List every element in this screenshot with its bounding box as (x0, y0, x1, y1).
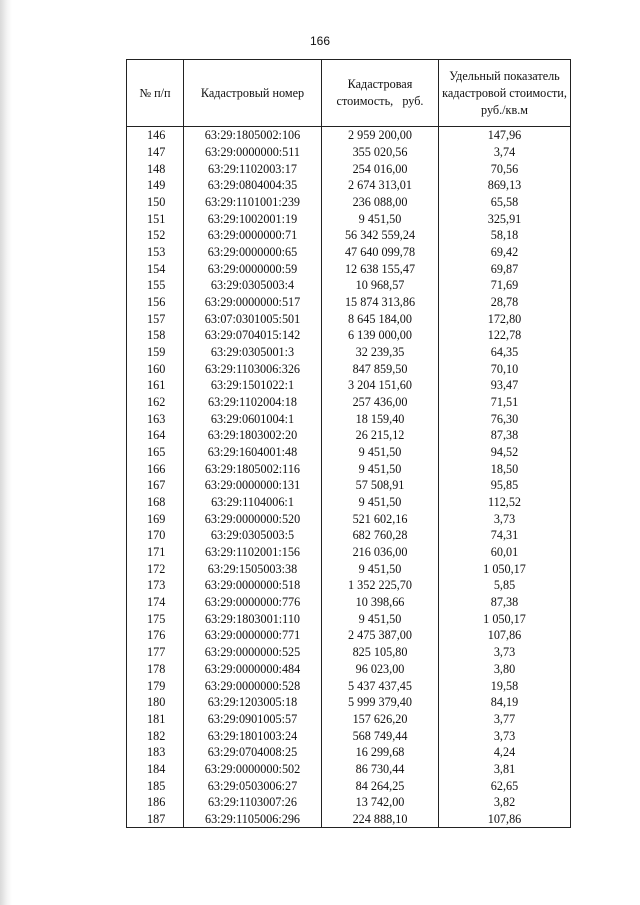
cadastral-value-cell: 2 959 200,00 (322, 127, 439, 144)
row-number-cell: 150 (127, 194, 184, 211)
table-row (127, 711, 571, 728)
table-header-row (127, 60, 571, 127)
cadastral-value-cell: 5 999 379,40 (322, 694, 439, 711)
table-row (127, 127, 571, 144)
specific-value-cell: 1 050,17 (439, 610, 571, 627)
specific-value-cell: 69,42 (439, 244, 571, 261)
specific-value-cell: 84,19 (439, 694, 571, 711)
row-number-cell: 184 (127, 761, 184, 778)
specific-value-cell: 65,58 (439, 194, 571, 211)
page-number: 166 (309, 34, 331, 48)
cadastral-value-cell: 96 023,00 (322, 661, 439, 678)
cadastral-value-cell: 216 036,00 (322, 544, 439, 561)
specific-value-cell: 62,65 (439, 777, 571, 794)
cadastral-number-cell: 63:29:0704008:25 (184, 744, 322, 761)
cadastral-number-cell: 63:29:0000000:776 (184, 594, 322, 611)
row-number-cell: 181 (127, 711, 184, 728)
row-number-cell: 169 (127, 510, 184, 527)
row-number-cell: 160 (127, 360, 184, 377)
cadastral-number-cell: 63:29:0000000:518 (184, 577, 322, 594)
row-number-cell: 180 (127, 694, 184, 711)
specific-value-cell: 28,78 (439, 294, 571, 311)
specific-value-cell: 19,58 (439, 677, 571, 694)
table-row (127, 610, 571, 627)
specific-value-cell: 71,51 (439, 394, 571, 411)
table-row (127, 777, 571, 794)
cadastral-value-cell: 568 749,44 (322, 727, 439, 744)
specific-value-cell: 93,47 (439, 377, 571, 394)
specific-value-cell: 3,74 (439, 144, 571, 161)
table-row (127, 560, 571, 577)
specific-value-cell: 3,73 (439, 510, 571, 527)
cadastral-number-cell: 63:29:1105006:296 (184, 811, 322, 828)
row-number-cell: 156 (127, 294, 184, 311)
cadastral-number-cell: 63:29:0000000:528 (184, 677, 322, 694)
cadastral-value-cell: 13 742,00 (322, 794, 439, 811)
cadastral-number-cell: 63:29:0000000:771 (184, 627, 322, 644)
cadastral-value-cell: 5 437 437,45 (322, 677, 439, 694)
specific-value-cell: 3,77 (439, 711, 571, 728)
table-row (127, 344, 571, 361)
cadastral-number-cell: 63:29:1203005:18 (184, 694, 322, 711)
row-number-cell: 162 (127, 394, 184, 411)
cadastral-number-cell: 63:29:0000000:131 (184, 477, 322, 494)
header-row-number: № п/п (127, 60, 184, 127)
row-number-cell: 155 (127, 277, 184, 294)
cadastral-value-cell: 10 968,57 (322, 277, 439, 294)
table-row (127, 410, 571, 427)
table-row (127, 177, 571, 194)
cadastral-number-cell: 63:29:0305001:3 (184, 344, 322, 361)
row-number-cell: 176 (127, 627, 184, 644)
row-number-cell: 174 (127, 594, 184, 611)
cadastral-value-cell: 26 215,12 (322, 427, 439, 444)
cadastral-value-cell: 47 640 099,78 (322, 244, 439, 261)
specific-value-cell: 147,96 (439, 127, 571, 144)
table-row (127, 244, 571, 261)
specific-value-cell: 94,52 (439, 444, 571, 461)
header-cadastral-value-line1: Кадастровая (347, 77, 413, 91)
specific-value-cell: 4,24 (439, 744, 571, 761)
cadastral-number-cell: 63:29:0000000:520 (184, 510, 322, 527)
cadastral-number-cell: 63:29:1505003:38 (184, 560, 322, 577)
cadastral-number-cell: 63:29:1805002:116 (184, 460, 322, 477)
row-number-cell: 157 (127, 310, 184, 327)
cadastral-value-cell: 10 398,66 (322, 594, 439, 611)
header-specific-value: Удельный показатель кадастровой стоимости, руб./кв.м (439, 60, 571, 127)
header-cadastral-value (322, 60, 439, 127)
row-number-cell: 172 (127, 560, 184, 577)
cadastral-number-cell: 63:29:0804004:35 (184, 177, 322, 194)
cadastral-value-cell: 682 760,28 (322, 527, 439, 544)
specific-value-cell: 87,38 (439, 594, 571, 611)
cadastral-number-cell: 63:29:0000000:525 (184, 644, 322, 661)
cadastral-number-cell: 63:07:0301005:501 (184, 310, 322, 327)
specific-value-cell: 70,10 (439, 360, 571, 377)
specific-value-cell: 95,85 (439, 477, 571, 494)
table-row (127, 310, 571, 327)
cadastral-number-cell: 63:29:0000000:517 (184, 294, 322, 311)
cadastral-value-cell: 236 088,00 (322, 194, 439, 211)
cadastral-value-cell: 12 638 155,47 (322, 260, 439, 277)
specific-value-cell: 107,86 (439, 627, 571, 644)
row-number-cell: 154 (127, 260, 184, 277)
cadastral-value-cell: 8 645 184,00 (322, 310, 439, 327)
specific-value-cell: 58,18 (439, 227, 571, 244)
table-row (127, 677, 571, 694)
cadastral-value-cell: 6 139 000,00 (322, 327, 439, 344)
table-row (127, 144, 571, 161)
cadastral-number-cell: 63:29:1002001:19 (184, 210, 322, 227)
cadastral-number-cell: 63:29:0000000:511 (184, 144, 322, 161)
specific-value-cell: 69,87 (439, 260, 571, 277)
row-number-cell: 152 (127, 227, 184, 244)
row-number-cell: 179 (127, 677, 184, 694)
row-number-cell: 187 (127, 811, 184, 828)
header-cadastral-value-line2: стоимость, руб. (336, 94, 424, 108)
table-row (127, 644, 571, 661)
cadastral-number-cell: 63:29:1102004:18 (184, 394, 322, 411)
row-number-cell: 175 (127, 610, 184, 627)
cadastral-number-cell: 63:29:1103007:26 (184, 794, 322, 811)
row-number-cell: 153 (127, 244, 184, 261)
cadastral-value-cell: 9 451,50 (322, 210, 439, 227)
cadastral-value-cell: 84 264,25 (322, 777, 439, 794)
table-row (127, 227, 571, 244)
table-row (127, 444, 571, 461)
cadastral-number-cell: 63:29:1101001:239 (184, 194, 322, 211)
row-number-cell: 151 (127, 210, 184, 227)
table-row (127, 494, 571, 511)
cadastral-number-cell: 63:29:1805002:106 (184, 127, 322, 144)
cadastral-value-cell: 2 475 387,00 (322, 627, 439, 644)
cadastral-number-cell: 63:29:0305003:5 (184, 527, 322, 544)
cadastral-value-cell: 355 020,56 (322, 144, 439, 161)
table-row (127, 761, 571, 778)
table-row (127, 477, 571, 494)
cadastral-number-cell: 63:29:0000000:59 (184, 260, 322, 277)
cadastral-number-cell: 63:29:1501022:1 (184, 377, 322, 394)
row-number-cell: 159 (127, 344, 184, 361)
cadastral-value-cell: 9 451,50 (322, 460, 439, 477)
specific-value-cell: 3,73 (439, 644, 571, 661)
specific-value-cell: 3,82 (439, 794, 571, 811)
row-number-cell: 149 (127, 177, 184, 194)
table-row (127, 594, 571, 611)
row-number-cell: 170 (127, 527, 184, 544)
specific-value-cell: 64,35 (439, 344, 571, 361)
table-row (127, 661, 571, 678)
specific-value-cell: 869,13 (439, 177, 571, 194)
row-number-cell: 165 (127, 444, 184, 461)
cadastral-value-cell: 2 674 313,01 (322, 177, 439, 194)
table-row (127, 811, 571, 828)
table-row (127, 194, 571, 211)
table-row (127, 294, 571, 311)
row-number-cell: 147 (127, 144, 184, 161)
table-row (127, 544, 571, 561)
cadastral-value-cell: 9 451,50 (322, 444, 439, 461)
specific-value-cell: 18,50 (439, 460, 571, 477)
cadastral-value-cell: 9 451,50 (322, 610, 439, 627)
specific-value-cell: 112,52 (439, 494, 571, 511)
cadastral-number-cell: 63:29:0000000:502 (184, 761, 322, 778)
row-number-cell: 178 (127, 661, 184, 678)
table-row (127, 460, 571, 477)
cadastral-value-cell: 257 436,00 (322, 394, 439, 411)
specific-value-cell: 122,78 (439, 327, 571, 344)
cadastral-value-cell: 825 105,80 (322, 644, 439, 661)
table-row (127, 727, 571, 744)
scan-shadow-edge (0, 0, 12, 905)
cadastral-value-cell: 224 888,10 (322, 811, 439, 828)
specific-value-cell: 172,80 (439, 310, 571, 327)
cadastral-number-cell: 63:29:0000000:71 (184, 227, 322, 244)
specific-value-cell: 3,81 (439, 761, 571, 778)
cadastral-value-cell: 18 159,40 (322, 410, 439, 427)
cadastral-number-cell: 63:29:1801003:24 (184, 727, 322, 744)
specific-value-cell: 325,91 (439, 210, 571, 227)
row-number-cell: 158 (127, 327, 184, 344)
cadastral-number-cell: 63:29:0000000:65 (184, 244, 322, 261)
specific-value-cell: 107,86 (439, 811, 571, 828)
cadastral-number-cell: 63:29:1104006:1 (184, 494, 322, 511)
row-number-cell: 164 (127, 427, 184, 444)
row-number-cell: 186 (127, 794, 184, 811)
specific-value-cell: 3,73 (439, 727, 571, 744)
cadastral-number-cell: 63:29:0704015:142 (184, 327, 322, 344)
table-row (127, 360, 571, 377)
table-row (127, 277, 571, 294)
specific-value-cell: 5,85 (439, 577, 571, 594)
table-row (127, 210, 571, 227)
cadastral-value-cell: 521 602,16 (322, 510, 439, 527)
cadastral-value-cell: 16 299,68 (322, 744, 439, 761)
cadastral-value-cell: 3 204 151,60 (322, 377, 439, 394)
row-number-cell: 183 (127, 744, 184, 761)
row-number-cell: 161 (127, 377, 184, 394)
specific-value-cell: 76,30 (439, 410, 571, 427)
specific-value-cell: 74,31 (439, 527, 571, 544)
row-number-cell: 168 (127, 494, 184, 511)
cadastral-value-cell: 56 342 559,24 (322, 227, 439, 244)
cadastral-number-cell: 63:29:1102001:156 (184, 544, 322, 561)
table-row (127, 694, 571, 711)
cadastral-number-cell: 63:29:0901005:57 (184, 711, 322, 728)
row-number-cell: 148 (127, 160, 184, 177)
cadastral-value-cell: 86 730,44 (322, 761, 439, 778)
cadastral-value-cell: 15 874 313,86 (322, 294, 439, 311)
specific-value-cell: 1 050,17 (439, 560, 571, 577)
table-body (127, 127, 571, 828)
cadastral-number-cell: 63:29:1102003:17 (184, 160, 322, 177)
row-number-cell: 182 (127, 727, 184, 744)
table-row (127, 510, 571, 527)
cadastral-number-cell: 63:29:0305003:4 (184, 277, 322, 294)
row-number-cell: 163 (127, 410, 184, 427)
specific-value-cell: 3,80 (439, 661, 571, 678)
table-row (127, 377, 571, 394)
cadastral-number-cell: 63:29:1803002:20 (184, 427, 322, 444)
table-row (127, 627, 571, 644)
cadastral-number-cell: 63:29:1604001:48 (184, 444, 322, 461)
cadastral-value-cell: 32 239,35 (322, 344, 439, 361)
table-row (127, 527, 571, 544)
cadastral-value-cell: 9 451,50 (322, 494, 439, 511)
row-number-cell: 173 (127, 577, 184, 594)
cadastral-number-cell: 63:29:0601004:1 (184, 410, 322, 427)
row-number-cell: 185 (127, 777, 184, 794)
header-cadastral-number: Кадастровый номер (184, 60, 322, 127)
table-row (127, 327, 571, 344)
table-row (127, 260, 571, 277)
row-number-cell: 171 (127, 544, 184, 561)
specific-value-cell: 87,38 (439, 427, 571, 444)
table-row (127, 427, 571, 444)
cadastral-value-cell: 9 451,50 (322, 560, 439, 577)
row-number-cell: 166 (127, 460, 184, 477)
cadastral-number-cell: 63:29:0000000:484 (184, 661, 322, 678)
cadastral-number-cell: 63:29:0503006:27 (184, 777, 322, 794)
specific-value-cell: 71,69 (439, 277, 571, 294)
specific-value-cell: 70,56 (439, 160, 571, 177)
table-row (127, 394, 571, 411)
cadastral-number-cell: 63:29:1803001:110 (184, 610, 322, 627)
table-row (127, 794, 571, 811)
cadastral-number-cell: 63:29:1103006:326 (184, 360, 322, 377)
row-number-cell: 146 (127, 127, 184, 144)
table-row (127, 577, 571, 594)
cadastral-value-cell: 157 626,20 (322, 711, 439, 728)
cadastral-value-cell: 1 352 225,70 (322, 577, 439, 594)
cadastral-value-cell: 254 016,00 (322, 160, 439, 177)
cadastral-value-table (126, 59, 571, 828)
cadastral-value-cell: 57 508,91 (322, 477, 439, 494)
specific-value-cell: 60,01 (439, 544, 571, 561)
table-row (127, 160, 571, 177)
row-number-cell: 167 (127, 477, 184, 494)
table-row (127, 744, 571, 761)
cadastral-value-cell: 847 859,50 (322, 360, 439, 377)
row-number-cell: 177 (127, 644, 184, 661)
